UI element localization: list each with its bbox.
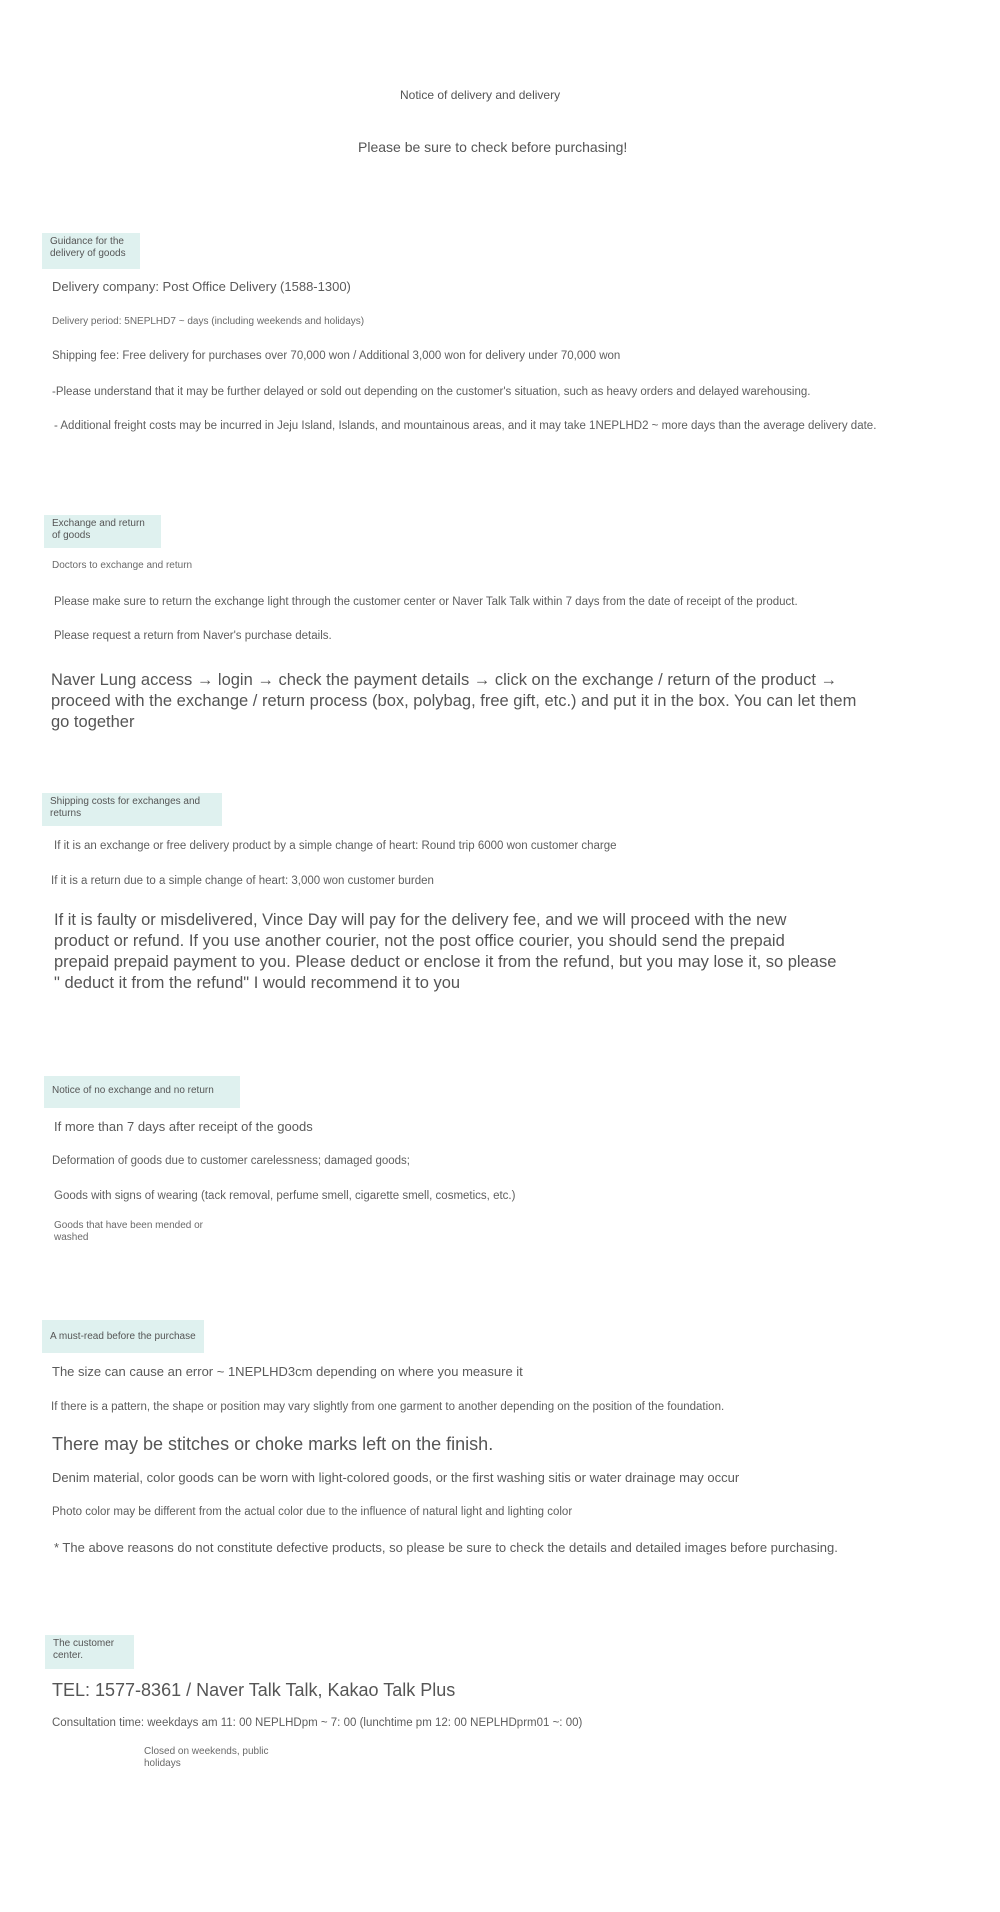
page-subtitle: Please be sure to check before purchasing!	[358, 139, 628, 155]
shipping-line-1: If it is an exchange or free delivery product by a simple change of heart: Round trip 6000 won customer charge	[54, 840, 617, 852]
section-tag-exchange: Exchange and return of goods	[44, 515, 161, 548]
must-read-line-6: * The above reasons do not constitute defective products, so please be sure to check the details and detailed images before purchasing.	[54, 1540, 838, 1555]
must-read-line-3: There may be stitches or choke marks left on the finish.	[52, 1434, 494, 1454]
delivery-fee: Shipping fee: Free delivery for purchases over 70,000 won / Additional 3,000 won for delivery under 70,000 won	[52, 350, 621, 362]
section-tag-must-read: A must-read before the purchase	[42, 1320, 204, 1353]
exchange-process: Naver Lung access → login → check the payment details → click on the exchange / return of the product → proceed with the exchange / return process (box, polybag, free gift, etc.) and put it in the box. You can let them go together	[51, 671, 857, 731]
no-exchange-line-1: If more than 7 days after receipt of the goods	[54, 1119, 313, 1134]
delivery-delay-note: -Please understand that it may be further delayed or sold out depending on the customer's situation, such as heavy orders and delayed warehousing.	[52, 386, 811, 398]
no-exchange-line-2: Deformation of goods due to customer carelessness; damaged goods;	[52, 1155, 410, 1167]
section-tag-shipping: Shipping costs for exchanges and returns	[42, 793, 222, 826]
no-exchange-line-3: Goods with signs of wearing (tack removal, perfume smell, cigarette smell, cosmetics, etc.)	[54, 1190, 516, 1202]
shipping-faulty-note: If it is faulty or misdelivered, Vince Day will pay for the delivery fee, and we will proceed with the new product or refund. If you use another courier, not the post office courier, you should send the prepaid prepaid prepaid payment to you. Please deduct or enclose it from the refund, but you may lose it, so please " deduct it from the refund" I would recommend it to you	[54, 911, 837, 992]
customer-closed: Closed on weekends, public holidays	[144, 1746, 269, 1769]
must-read-line-4: Denim material, color goods can be worn with light-colored goods, or the first washing sitis or water drainage may occur	[52, 1470, 740, 1485]
exchange-line-2: Please request a return from Naver's purchase details.	[54, 630, 332, 642]
delivery-company: Delivery company: Post Office Delivery (1588-1300)	[52, 279, 351, 294]
must-read-line-2: If there is a pattern, the shape or position may vary slightly from one garment to another depending on the position of the foundation.	[51, 1401, 725, 1413]
customer-tel: TEL: 1577-8361 / Naver Talk Talk, Kakao Talk Plus	[52, 1680, 456, 1700]
delivery-period: Delivery period: 5NEPLHD7 ~ days (including weekends and holidays)	[52, 316, 365, 327]
section-tag-delivery: Guidance for the delivery of goods	[42, 233, 140, 269]
no-exchange-line-4: Goods that have been mended or washed	[54, 1220, 203, 1243]
exchange-line-1: Please make sure to return the exchange light through the customer center or Naver Talk Talk within 7 days from the date of receipt of the product.	[54, 596, 798, 608]
page-title: Notice of delivery and delivery	[400, 88, 561, 102]
exchange-doctors: Doctors to exchange and return	[52, 560, 193, 571]
customer-hours: Consultation time: weekdays am 11: 00 NEPLHDpm ~ 7: 00 (lunchtime pm 12: 00 NEPLHDprm01 ~: 00)	[52, 1717, 583, 1729]
must-read-line-5: Photo color may be different from the actual color due to the influence of natural light and lighting color	[52, 1506, 573, 1518]
section-tag-customer-center: The customer center.	[45, 1635, 134, 1669]
must-read-line-1: The size can cause an error ~ 1NEPLHD3cm depending on where you measure it	[52, 1364, 523, 1379]
section-tag-no-exchange: Notice of no exchange and no return	[44, 1076, 240, 1108]
shipping-line-2: If it is a return due to a simple change of heart: 3,000 won customer burden	[51, 875, 434, 887]
delivery-freight-note: - Additional freight costs may be incurred in Jeju Island, Islands, and mountainous areas, and it may take 1NEPLHD2 ~ more days than the average delivery date.	[54, 420, 877, 432]
